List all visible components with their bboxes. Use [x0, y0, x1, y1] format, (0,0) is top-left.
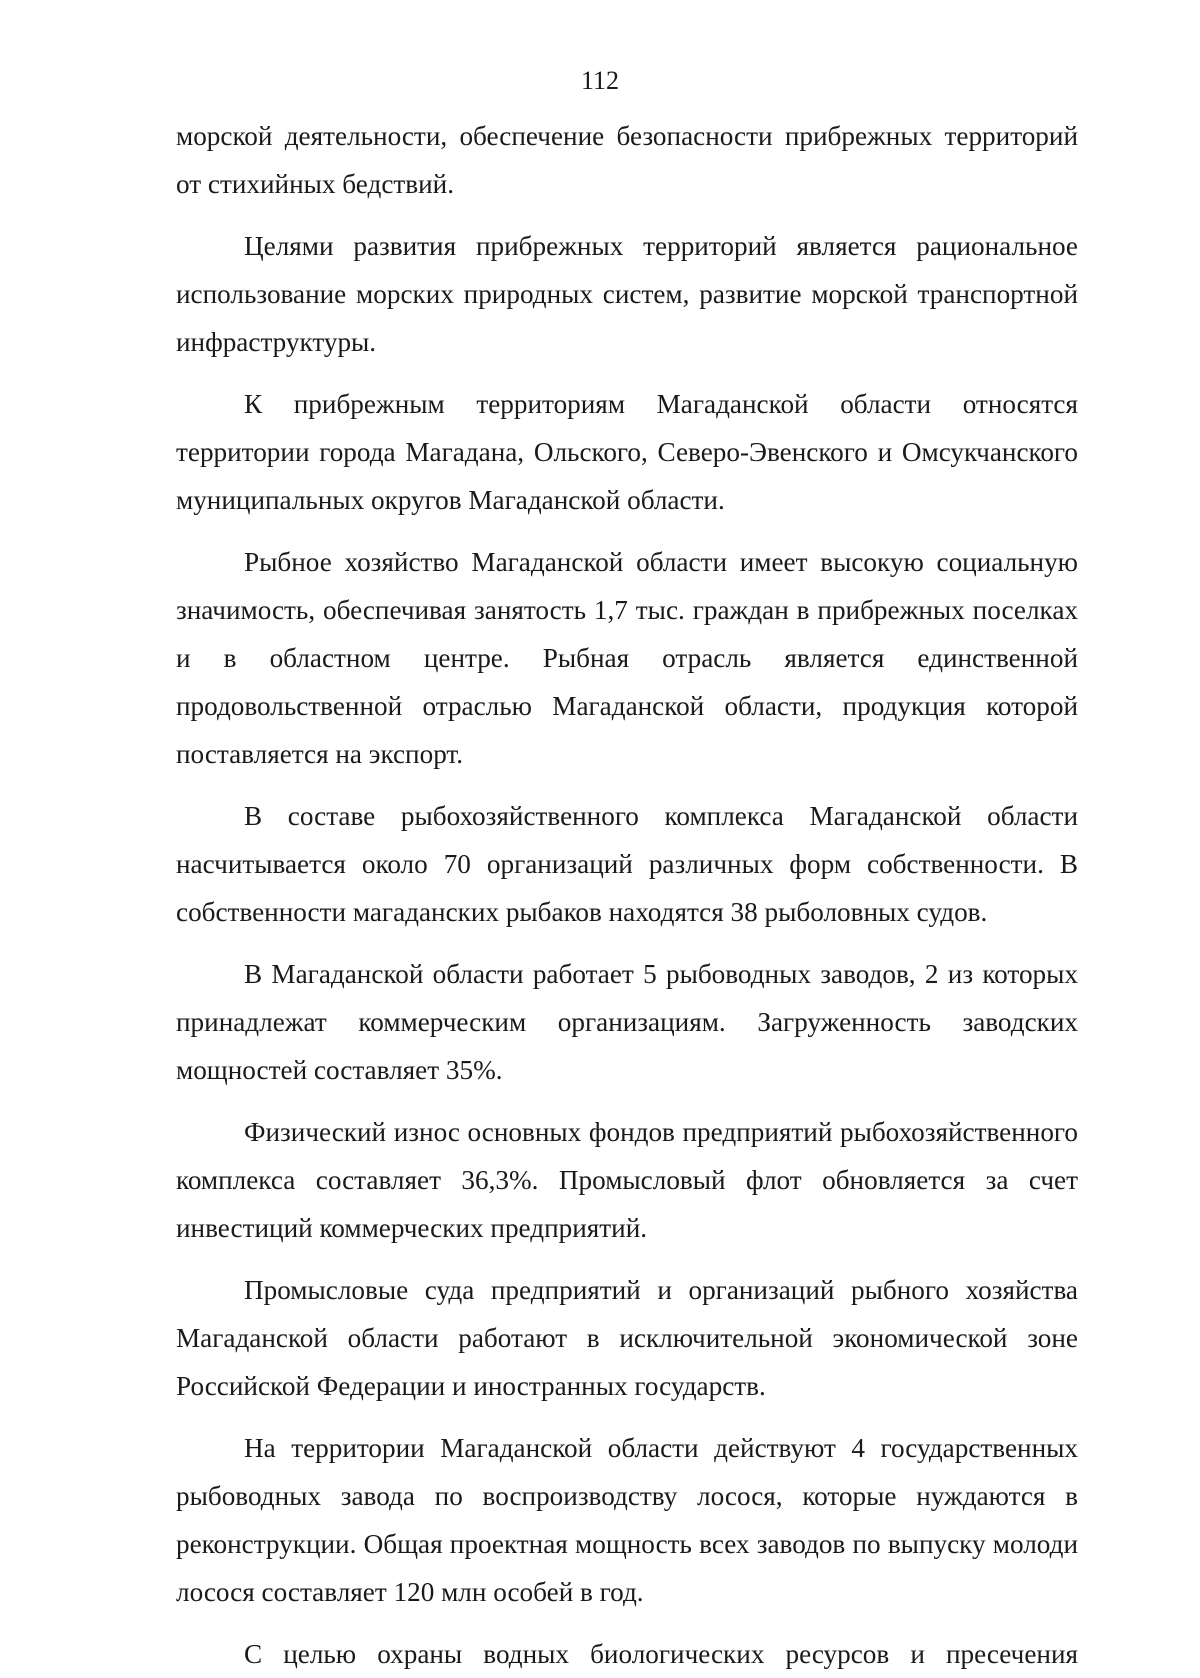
paragraph: Целями развития прибрежных территорий является рациональное использование морских природных систем, развитие морской транспортной инфраструктуры. [176, 231, 1078, 357]
paragraph: В составе рыбохозяйственного комплекса Магаданской области насчитывается около 70 организаций различных форм собственности. В собственности магаданских рыбаков находятся 38 рыболовных судов. [176, 801, 1078, 927]
page-number: 112 [580, 66, 620, 95]
paragraph: Промысловые суда предприятий и организаций рыбного хозяйства Магаданской области работают в исключительной экономической зоне Российской Федерации и иностранных государств. [176, 1275, 1078, 1401]
paragraph: Физический износ основных фондов предприятий рыбохозяйственного комплекса составляет 36,3%. Промысловый флот обновляется за счет инвестиций коммерческих предприятий. [176, 1117, 1078, 1243]
paragraph: Рыбное хозяйство Магаданской области имеет высокую социальную значимость, обеспечивая занятость 1,7 тыс. граждан в прибрежных поселках и в областном центре. Рыбная отрасль является единственной продовольственной отраслью Магаданской области, продукция которой поставляется на экспорт. [176, 547, 1078, 769]
paragraph: В Магаданской области работает 5 рыбоводных заводов, 2 из которых принадлежат коммерческим организациям. Загруженность заводских мощностей составляет 35%. [176, 959, 1078, 1085]
paragraph: На территории Магаданской области действуют 4 государственных рыбоводных завода по воспроизводству лосося, которые нуждаются в реконструкции. Общая проектная мощность всех заводов по выпуску молоди лосося составляет 120 млн особей в год. [176, 1433, 1078, 1607]
paragraph-continuation: морской деятельности, обеспечение безопасности прибрежных территорий от стихийных бедствий. [176, 121, 1078, 199]
paragraph-truncated: С целью охраны водных биологических ресурсов и пресечения [244, 1639, 1078, 1669]
document-body [176, 112, 1078, 1678]
paragraph: К прибрежным территориям Магаданской области относятся территории города Магадана, Ольского, Северо-Эвенского и Омсукчанского муниципальных округов Магаданской области. [176, 389, 1078, 515]
